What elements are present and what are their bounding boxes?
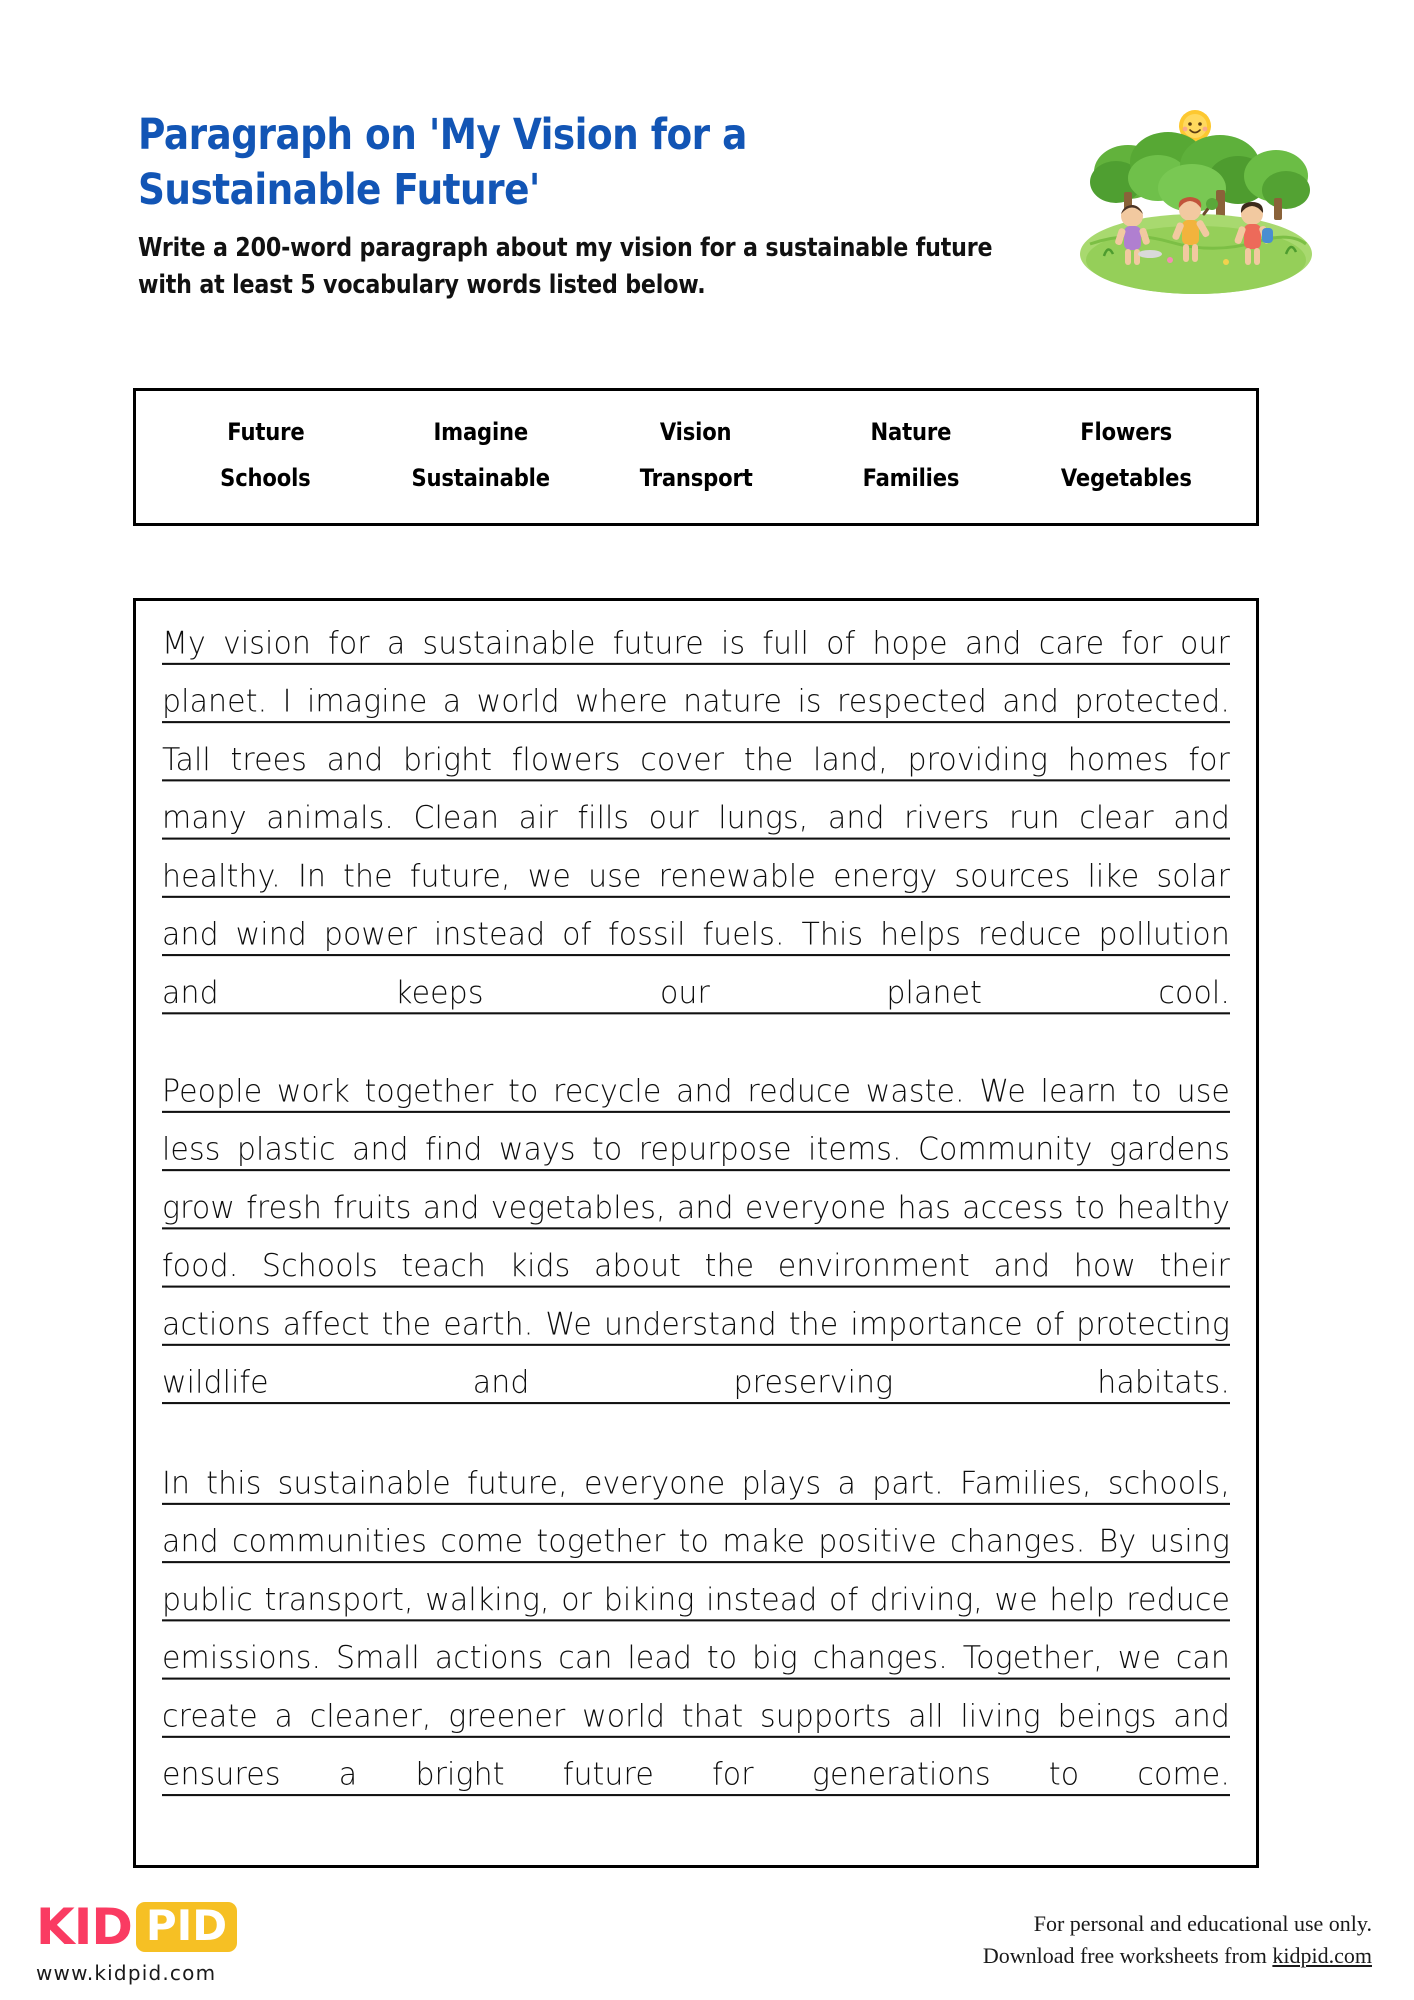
vocabulary-word-label: Families	[862, 464, 960, 492]
answer-paragraph: My vision for a sustainable future is full of hope and care for our planet. I imagine a world where nature is respected and protected. Tall trees and bright flowers cover the land, providing homes for many animals. Clean air fills our lungs, and rivers run clear and healthy. In the future, we use renewable energy sources like solar and wind power instead of fossil fuels. This helps reduce pollution and keeps our planet cool.	[162, 625, 1230, 1012]
vocabulary-word	[804, 464, 1019, 492]
vocabulary-row	[158, 464, 1234, 492]
page-title: Paragraph on 'My Vision for a Sustainable Future'	[138, 110, 747, 216]
vocabulary-word	[373, 464, 588, 492]
vocabulary-row	[158, 418, 1234, 446]
footer-note-line2	[983, 1940, 1372, 1972]
vocabulary-word-label: Transport	[639, 464, 753, 492]
logo-kid-text: KID	[36, 1898, 132, 1956]
footer-usage-note	[983, 1908, 1372, 1972]
vocabulary-word-label: Flowers	[1080, 418, 1173, 446]
children-gardening-illustration	[1080, 104, 1312, 296]
footer-website: www.kidpid.com	[36, 1961, 217, 1985]
vocabulary-word-label: Sustainable	[411, 464, 551, 492]
vocabulary-word	[588, 418, 803, 446]
vocabulary-word-label: Vegetables	[1061, 464, 1192, 492]
vocabulary-word	[588, 464, 803, 492]
logo-pid-badge	[136, 1902, 237, 1952]
vocabulary-word	[1019, 418, 1234, 446]
vocabulary-word-label: Future	[226, 418, 305, 446]
answer-text-box[interactable]	[133, 598, 1259, 1868]
kidpid-logo[interactable]	[36, 1900, 366, 1985]
logo-pid-text: PID	[145, 1901, 228, 1950]
vocabulary-word-label: Imagine	[433, 418, 529, 446]
vocabulary-word-label: Nature	[870, 418, 952, 446]
vocabulary-word	[158, 418, 373, 446]
vocabulary-word	[158, 464, 373, 492]
vocabulary-word-label: Schools	[220, 464, 311, 492]
logo-mark	[36, 1900, 366, 1954]
vocabulary-word	[804, 418, 1019, 446]
instruction-text: Write a 200-word paragraph about my vision for a sustainable future with at least 5 vocabulary words listed below.	[138, 233, 993, 300]
footer-note-prefix: Download free worksheets from	[982, 1942, 1273, 1968]
vocabulary-word-bank	[133, 388, 1259, 526]
footer-note-line1: For personal and educational use only.	[1033, 1911, 1372, 1936]
kidpid-link[interactable]: kidpid.com	[1272, 1942, 1372, 1968]
vocabulary-word	[1019, 464, 1234, 492]
answer-paragraph: In this sustainable future, everyone plays a part. Families, schools, and communities come together to make positive changes. By using public transport, walking, or biking instead of driving, we help reduce emissions. Small actions can lead to big changes. Together, we can create a cleaner, greener world that supports all living beings and ensures a bright future for generations to come.	[162, 1465, 1230, 1793]
vocabulary-word	[373, 418, 588, 446]
answer-paragraph: People work together to recycle and reduce waste. We learn to use less plastic and find ways to repurpose items. Community gardens grow fresh fruits and vegetables, and everyone has access to healthy food. Schools teach kids about the environment and how their actions affect the earth. We understand the importance of protecting wildlife and preserving habitats.	[162, 1073, 1230, 1401]
vocabulary-word-label: Vision	[660, 418, 732, 446]
